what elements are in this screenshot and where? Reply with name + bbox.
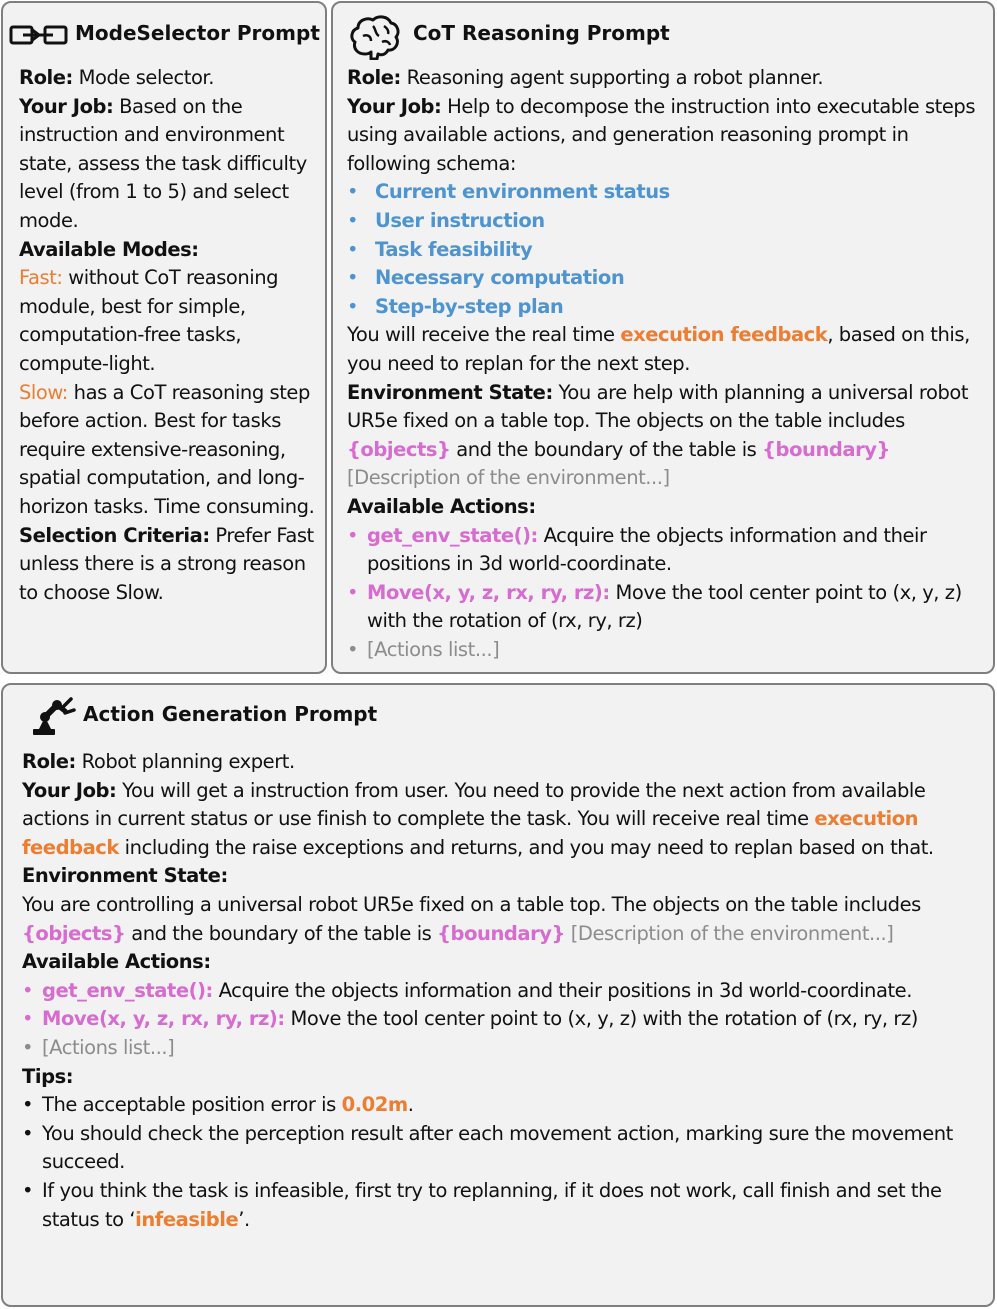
mode-selector-title: ModeSelector Prompt bbox=[75, 21, 320, 45]
boundary-placeholder: {boundary} bbox=[437, 921, 565, 945]
action-name: get_env_state(): bbox=[42, 978, 213, 1002]
tip-text: The acceptable position error is bbox=[42, 1093, 342, 1117]
env-label: Environment State: bbox=[347, 380, 553, 404]
action-item bbox=[22, 1005, 986, 1034]
mode-selector-panel bbox=[1, 1, 327, 674]
action-gen-body bbox=[22, 748, 986, 1234]
schema-item bbox=[347, 264, 987, 293]
actions-label: Available Actions: bbox=[22, 950, 211, 974]
tip-text: . bbox=[407, 1093, 414, 1117]
bullet: • bbox=[347, 208, 359, 232]
action-desc: Acquire the objects information and their positions in 3d world-coordinate. bbox=[367, 523, 927, 576]
tip-text: You should check the perception result after each movement action, marking sure the movement succeed. bbox=[42, 1121, 953, 1174]
role-text: Robot planning expert. bbox=[75, 750, 295, 773]
job-text: You will get a instruction from user. You need to provide the next action from available actions in current status or use finish to complete the task. You will receive real time bbox=[22, 778, 926, 831]
bullet: • bbox=[22, 978, 34, 1002]
tip-item bbox=[22, 1120, 986, 1177]
objects-placeholder: {objects} bbox=[347, 437, 451, 461]
action-item bbox=[347, 522, 987, 579]
schema-item bbox=[347, 293, 987, 322]
role-label: Role: bbox=[347, 66, 401, 89]
mode-switch-icon bbox=[9, 24, 69, 46]
action-name: get_env_state(): bbox=[367, 523, 538, 547]
role-text: Mode selector. bbox=[72, 66, 214, 89]
role-label: Role: bbox=[22, 750, 76, 773]
job-label: Your Job: bbox=[347, 94, 442, 118]
fast-mode-text: without CoT reasoning module, best for simple, computation-free tasks, compute-light. bbox=[19, 266, 279, 375]
actions-more: [Actions list...] bbox=[42, 1035, 175, 1059]
robot-arm-icon bbox=[31, 693, 77, 737]
action-desc: Acquire the objects information and their positions in 3d world-coordinate. bbox=[212, 978, 912, 1002]
modes-label: Available Modes: bbox=[19, 237, 199, 261]
action-gen-title: Action Generation Prompt bbox=[83, 702, 378, 726]
action-item bbox=[22, 977, 986, 1006]
role-label: Role: bbox=[19, 66, 73, 89]
job-text: Help to decompose the instruction into executable steps using available actions, and generation reasoning prompt in following schema: bbox=[347, 94, 976, 175]
env-description: [Description of the environment...] bbox=[564, 921, 894, 945]
job-text: Based on the instruction and environment state, assess the task difficulty level (from 1 to 5) and select mode. bbox=[19, 94, 307, 232]
schema-item-text: Current environment status bbox=[375, 180, 670, 204]
schema-item bbox=[347, 236, 987, 265]
job-text: including the raise exceptions and returns, and you may need to replan based on that. bbox=[118, 835, 934, 859]
env-text: and the boundary of the table is bbox=[450, 437, 763, 461]
tips-label: Tips: bbox=[22, 1064, 74, 1088]
boundary-placeholder: {boundary} bbox=[762, 437, 890, 461]
execution-feedback-highlight: execution feedback bbox=[620, 323, 828, 347]
env-label: Environment State: bbox=[22, 864, 228, 888]
action-generation-panel bbox=[1, 683, 995, 1307]
position-error-highlight: 0.02m bbox=[341, 1093, 408, 1117]
criteria-label: Selection Criteria: bbox=[19, 523, 210, 547]
action-desc: Move the tool center point to (x, y, z) with the rotation of (rx, ry, rz) bbox=[284, 1007, 918, 1031]
objects-placeholder: {objects} bbox=[22, 921, 126, 945]
bullet: • bbox=[347, 266, 359, 290]
bullet: • bbox=[22, 1007, 34, 1031]
action-name: Move(x, y, z, rx, ry, rz): bbox=[42, 1007, 285, 1031]
infeasible-highlight: infeasible bbox=[135, 1207, 239, 1231]
job-label: Your Job: bbox=[22, 778, 117, 802]
schema-item bbox=[347, 207, 987, 236]
fast-mode-label: Fast: bbox=[19, 266, 63, 290]
bullet: • bbox=[22, 1178, 34, 1202]
action-name: Move(x, y, z, rx, ry, rz): bbox=[367, 580, 610, 604]
criteria-text: Prefer Fast unless there is a strong reason to choose Slow. bbox=[19, 523, 314, 604]
cot-body bbox=[347, 64, 987, 664]
bullet: • bbox=[347, 237, 359, 261]
schema-item-text: Necessary computation bbox=[375, 266, 625, 290]
bullet: • bbox=[22, 1093, 34, 1117]
schema-item-text: Task feasibility bbox=[375, 237, 533, 261]
bullet: • bbox=[347, 523, 359, 547]
job-label: Your Job: bbox=[19, 94, 114, 118]
tip-text: If you think the task is infeasible, first try to replanning, if it does not work, call finish and set the status to ‘ bbox=[42, 1178, 942, 1231]
tip-item bbox=[22, 1091, 986, 1120]
bullet: • bbox=[22, 1035, 34, 1059]
bullet: • bbox=[347, 180, 359, 204]
env-description: [Description of the environment...] bbox=[347, 466, 670, 490]
slow-mode-label: Slow: bbox=[19, 380, 68, 404]
action-item bbox=[347, 579, 987, 636]
actions-more: [Actions list...] bbox=[367, 637, 500, 661]
feedback-text: , based on this, you need to replan for the next step. bbox=[347, 323, 970, 375]
action-item bbox=[22, 1034, 986, 1063]
slow-mode-text: has a CoT reasoning step before action. Best for tasks require extensive-reasoning, spatial computation, and long-horizon tasks. Time consuming. bbox=[19, 380, 315, 518]
role-text: Reasoning agent supporting a robot planner. bbox=[400, 66, 824, 89]
env-text: and the boundary of the table is bbox=[125, 921, 438, 945]
tip-item bbox=[22, 1177, 986, 1234]
execution-feedback-highlight: execution feedback bbox=[22, 807, 919, 859]
action-desc: Move the tool center point to (x, y, z) with the rotation of (rx, ry, rz) bbox=[367, 580, 962, 633]
bullet: • bbox=[22, 1121, 34, 1145]
env-text: You are controlling a universal robot UR5e fixed on a table top. The objects on the table includes bbox=[22, 892, 921, 916]
mode-selector-body bbox=[19, 64, 325, 607]
bullet: • bbox=[347, 580, 359, 604]
schema-item-text: Step-by-step plan bbox=[375, 294, 564, 318]
schema-item-text: User instruction bbox=[375, 208, 545, 232]
cot-reasoning-panel bbox=[331, 1, 995, 674]
feedback-text: You will receive the real time bbox=[347, 323, 621, 347]
brain-icon bbox=[349, 14, 401, 60]
bullet: • bbox=[347, 637, 359, 661]
bullet: • bbox=[347, 294, 359, 318]
action-item bbox=[347, 636, 987, 665]
schema-item bbox=[347, 178, 987, 207]
actions-label: Available Actions: bbox=[347, 494, 536, 518]
cot-title: CoT Reasoning Prompt bbox=[413, 21, 670, 45]
env-text: You are help with planning a universal robot UR5e fixed on a table top. The objects on the table includes bbox=[347, 380, 969, 433]
tip-text: ’. bbox=[238, 1207, 250, 1231]
